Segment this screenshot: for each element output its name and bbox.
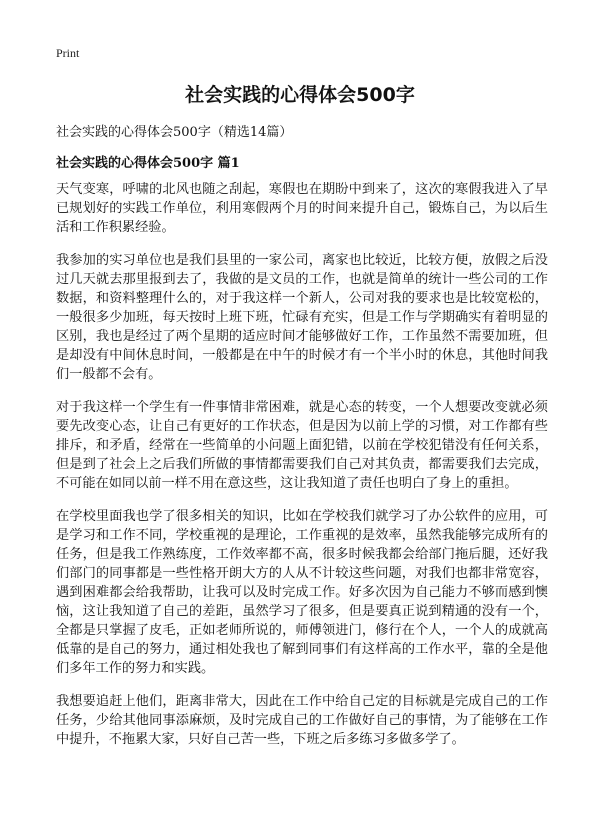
paragraph: 我参加的实习单位也是我们县里的一家公司，离家也比较近，比较方便，放假之后没过几天就去那里报到去了，我做的是文员的工作，也就是简单的统计一些公司的工作数据，和资料整理什么的，对于我这样一个新人，公司对我的要求也是比较宽松的，一般很多少加班，每天按时上班下班，忙碌有充实，但是工作与学期确实有着明显的区别，我也是经过了两个星期的适应时间才能够做好工作，工作虽然不需要加班，但是却没有中间休息时间，一般都是在中午的时候才有一个半小时的休息，其他时间我们一般都不会有。: [56, 253, 548, 382]
page-title: 社会实践的心得体会500字: [185, 84, 415, 106]
paragraph: 我想要追赶上他们，距离非常大，因此在工作中给自己定的目标就是完成自己的工作任务，少给其他同事添麻烦，及时完成自己的工作做好自己的事情，为了能够在工作中提升，不拖累大家，只好自己苦一些，下班之后多练习多做多学了。: [56, 694, 548, 747]
section-heading: 社会实践的心得体会500字 篇1: [56, 156, 240, 171]
paragraph: 对于我这样一个学生有一件事情非常困难，就是心态的转变，一个人想要改变就必须要先改变心态，让自己有更好的工作状态，但是因为以前上学的习惯，对工作都有些排斥，和矛盾，经常在一些简单的小问题上面犯错，以前在学校犯错没有任何关系，但是到了社会上之后我们所做的事情都需要我们自己对其负责，都需要我们去完成，不可能在如同以前一样不用在意这些，这让我知道了责任也明白了身上的重担。: [56, 400, 548, 491]
paragraph: 天气变寒，呼啸的北风也随之刮起，寒假也在期盼中到来了，这次的寒假我进入了早已规划好的实践工作单位，利用寒假两个月的时间来提升自己，锻炼自己，为以后生活和工作积累经验。: [56, 182, 548, 235]
article-body: [56, 180, 548, 763]
paragraph: 在学校里面我也学了很多相关的知识，比如在学校我们就学习了办公软件的应用，可是学习和工作不同，学校重视的是理论，工作重视的是效率，虽然我能够完成所有的任务，但是我工作熟练度，工作效率都不高，很多时候我都会给部门拖后腿，还好我们部门的同事都是一些性格开朗大方的人从不计较这些问题，对我们也都非常宽容，遇到困难都会给我帮助，让我可以及时完成工作。好多次因为自己能力不够而感到懊恼，这让我知道了自己的差距，虽然学习了很多，但是要真正说到精通的没有一个，全都是只掌握了皮毛，正如老师所说的，师傅领进门，修行在个人，一个人的成就高低靠的是自己的努力，通过相处我也了解到同事们有这样高的工作水平，靠的全是他们多年工作的努力和实践。: [56, 509, 548, 676]
print-link[interactable]: Print: [56, 46, 80, 60]
document-subtitle: 社会实践的心得体会500字（精选14篇）: [56, 125, 293, 140]
